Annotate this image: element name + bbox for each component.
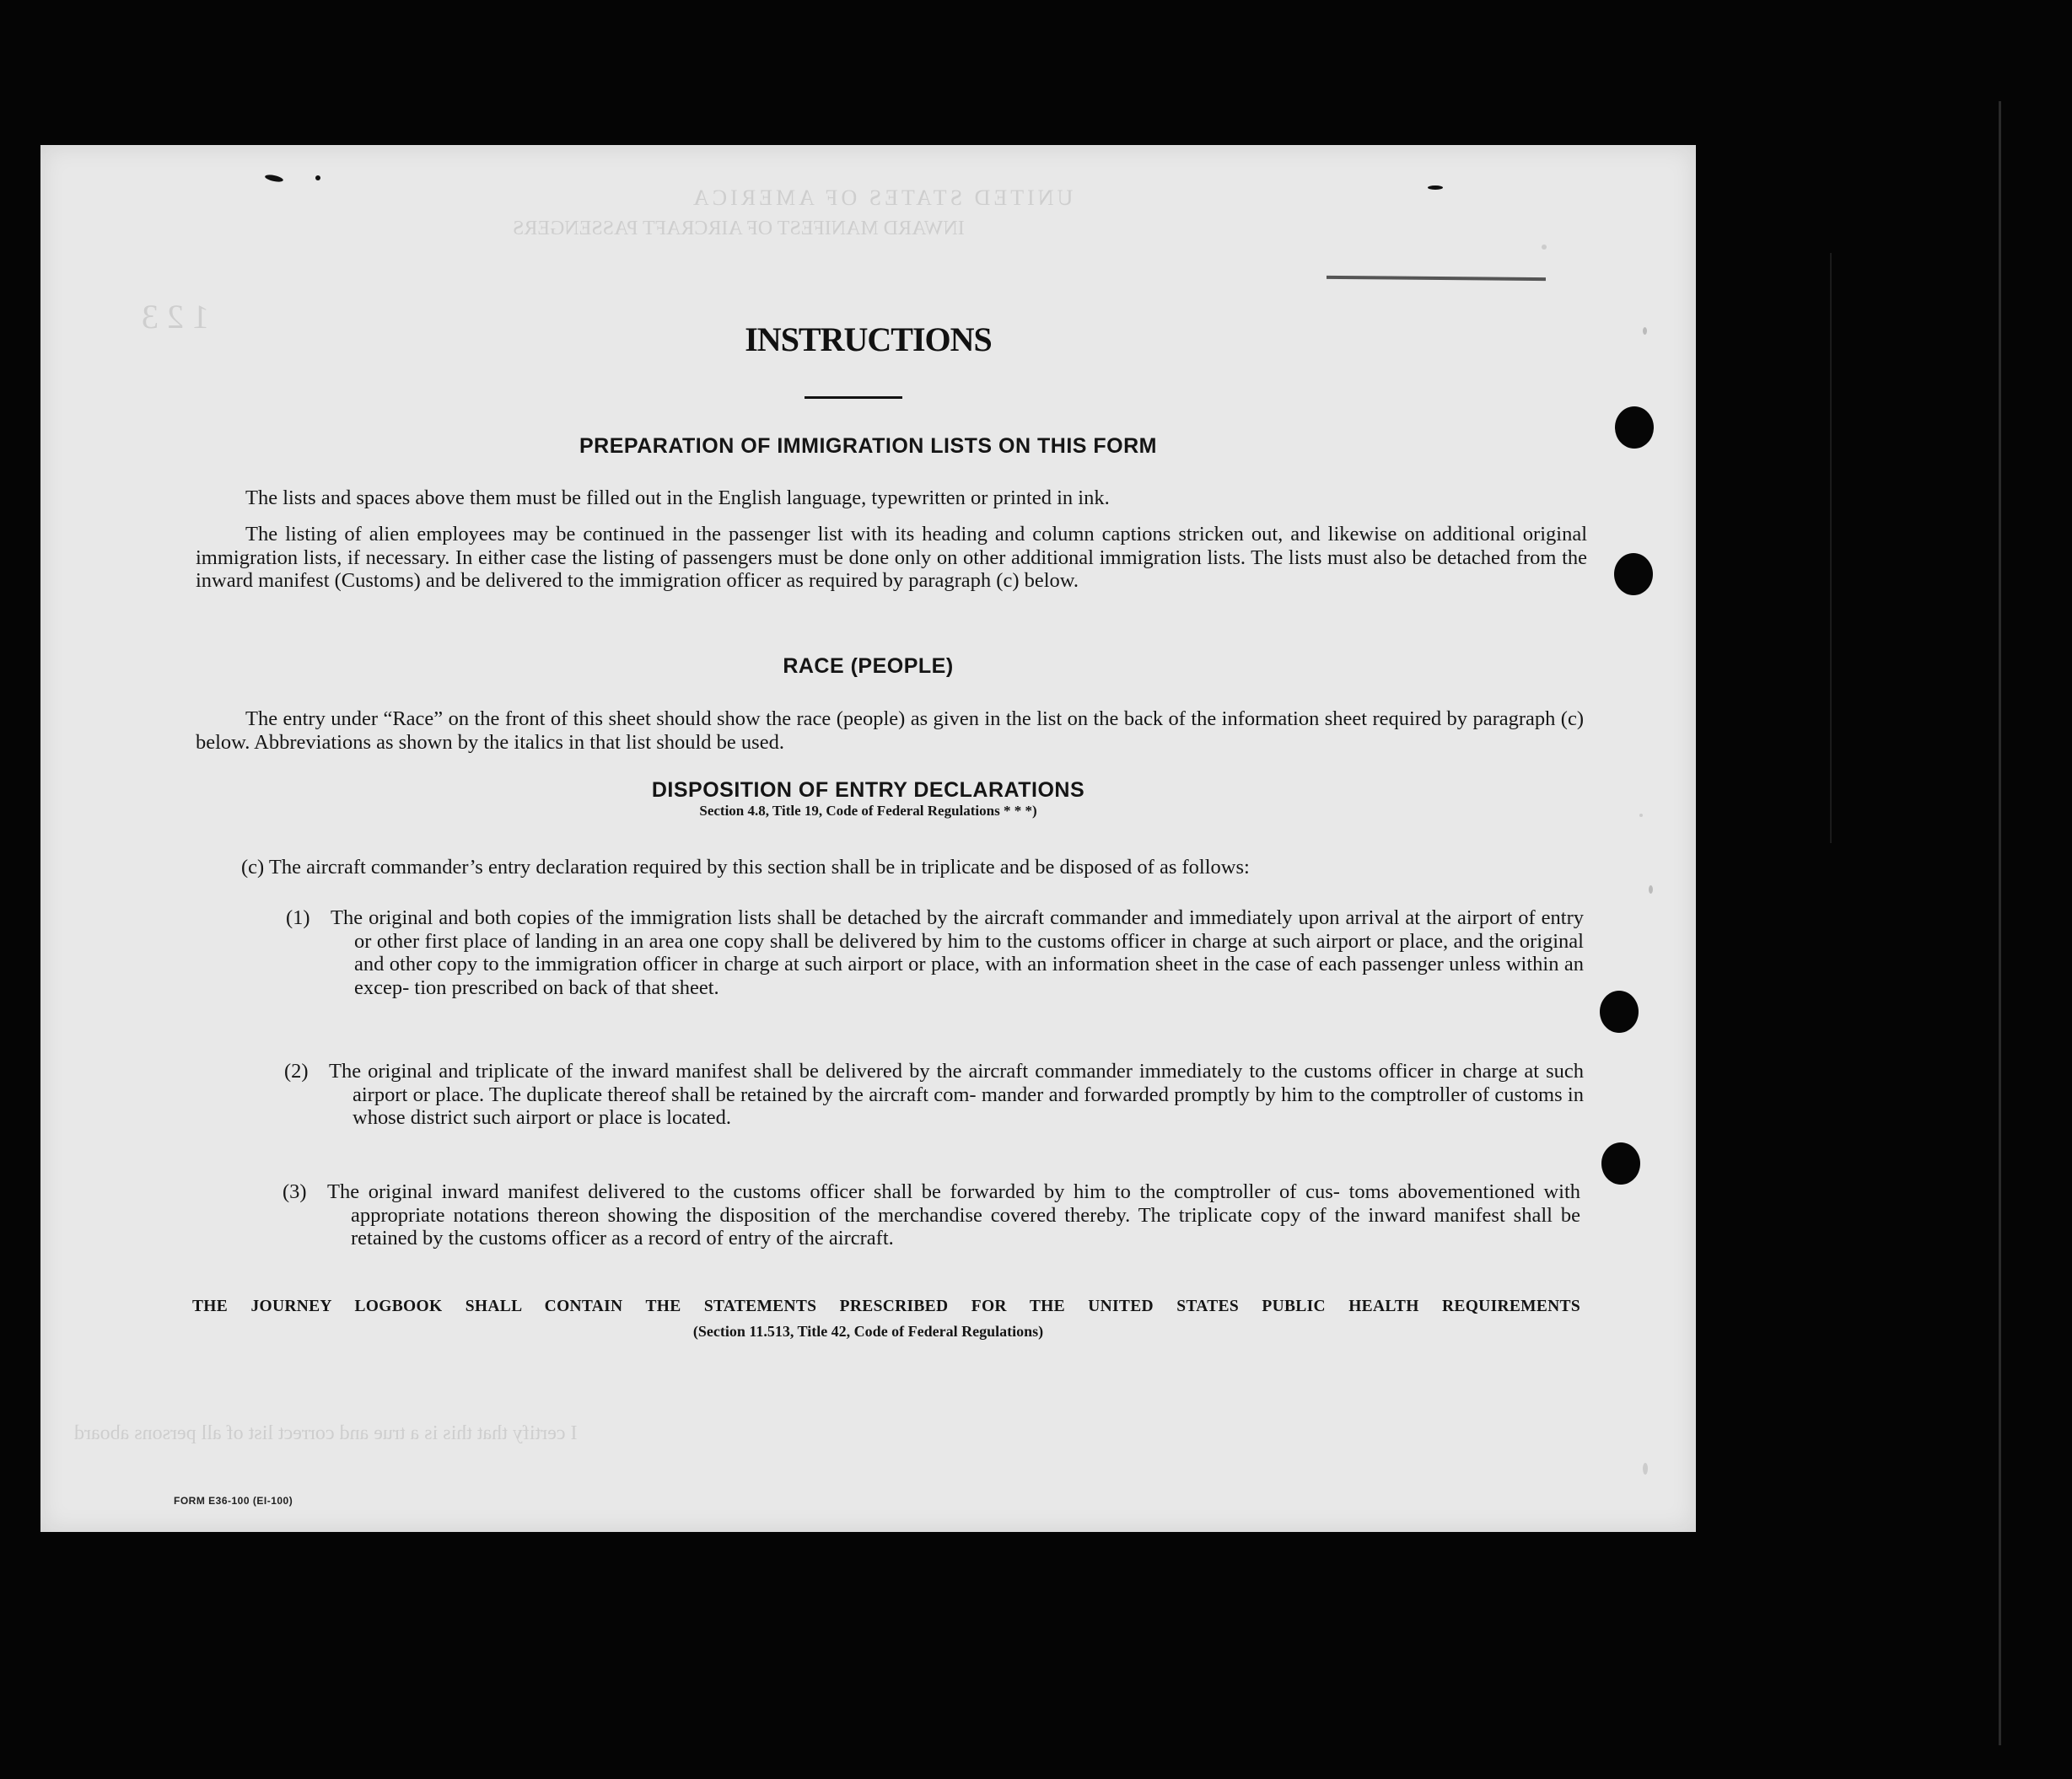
punch-hole xyxy=(1614,553,1653,595)
paragraph-preparation-2: The listing of alien employees may be continued in the passenger list with its heading and column captions stricken out, and likewise on additional original immigration lists, if necessary. In either case the listing of passengers must be done only on other additional immigration lists. The lists must also be detached from the inward manifest (Customs) and be delivered to the immigration officer as required by paragraph (c) below. xyxy=(196,523,1587,592)
document-sheet xyxy=(40,145,1696,1532)
bleed-through-mark: INWARD MANIFEST OF AIRCRAFT PASSENGERS xyxy=(513,218,965,239)
section-heading-preparation: PREPARATION OF IMMIGRATION LISTS ON THIS FORM xyxy=(579,434,1157,458)
bleed-through-mark: UNITED STATES OF AMERICA xyxy=(690,185,1074,210)
logbook-statement: THE JOURNEY LOGBOOK SHALL CONTAIN THE STATEMENTS PRESCRIBED FOR THE UNITED STATES PUBLIC HEALTH REQUIREMENTS xyxy=(192,1298,1580,1315)
paragraph-disposition-intro: (c) The aircraft commander’s entry declaration required by this section shall be in triplicate and be disposed of as follows: xyxy=(241,856,1250,879)
ink-speck xyxy=(315,175,320,180)
scan-line xyxy=(1999,101,2001,1745)
ink-speck xyxy=(265,174,284,183)
punch-hole xyxy=(1615,406,1654,449)
title-divider xyxy=(805,396,902,399)
edge-speck xyxy=(1542,245,1547,250)
page-title: INSTRUCTIONS xyxy=(745,320,992,358)
scan-line xyxy=(1830,253,1832,843)
item-text: The original inward manifest delivered to the customs officer shall be forwarded by him to the comptroller of cus- toms abovementioned with appropriate notations thereon showing the disposition of the merchandise covered thereby. The triplicate copy of the inward manifest shall be retained by the customs officer as a record of entry of the aircraft. xyxy=(327,1180,1580,1250)
item-text: The original and triplicate of the inward manifest shall be delivered by the aircraft commander immediately to the customs officer in charge at such airport or place. The duplicate thereof shall be retained by the aircraft com- mander and forwarded promptly by him to the comptroller of customs in whose district such airport or place is located. xyxy=(329,1060,1584,1129)
item-text-1 xyxy=(331,906,1584,999)
edge-speck xyxy=(1649,885,1653,894)
edge-speck xyxy=(1643,327,1647,335)
item-number: (3) xyxy=(283,1180,307,1203)
section-heading-race: RACE (PEOPLE) xyxy=(783,654,954,678)
item-text: The original and both copies of the immigration lists shall be detached by the aircraft commander and immediately upon arrival at the airport of entry or other first place of landing in an area one copy shall be delivered by him to the customs officer in charge at such airport or place, and the original and other copy to the immigration officer in charge at such airport or place, with an information sheet in the case of each passenger unless within an excep- tion prescribed on back of that sheet. xyxy=(331,906,1584,999)
logbook-reference: (Section 11.513, Title 42, Code of Federal Regulations) xyxy=(692,1323,1044,1340)
item-text-3 xyxy=(327,1180,1580,1250)
item-text-2 xyxy=(329,1060,1584,1130)
edge-speck xyxy=(1643,1463,1648,1475)
section-reference-disposition: Section 4.8, Title 19, Code of Federal Regulations * * *) xyxy=(699,803,1037,819)
item-number: (1) xyxy=(286,906,310,929)
ink-speck xyxy=(1428,185,1443,190)
punch-hole xyxy=(1601,1142,1640,1185)
punch-hole xyxy=(1600,991,1639,1033)
paragraph-preparation-1: The lists and spaces above them must be filled out in the English language, typewritten or printed in ink. xyxy=(245,486,1110,509)
pen-scratch xyxy=(1327,276,1546,281)
item-number: (2) xyxy=(284,1060,309,1083)
section-heading-disposition: DISPOSITION OF ENTRY DECLARATIONS xyxy=(651,778,1085,802)
edge-speck xyxy=(1639,814,1643,817)
bleed-through-mark: 1 2 3 xyxy=(142,298,209,336)
paragraph-race: The entry under “Race” on the front of this sheet should show the race (people) as given in the list on the back of the information sheet required by paragraph (c) below. Abbreviations as shown by the italics in that list should be used. xyxy=(196,707,1584,754)
form-number: FORM E36-100 (EI-100) xyxy=(174,1495,293,1507)
bleed-through-mark: I certify that this is a true and correct list of all persons aboard xyxy=(74,1422,578,1444)
